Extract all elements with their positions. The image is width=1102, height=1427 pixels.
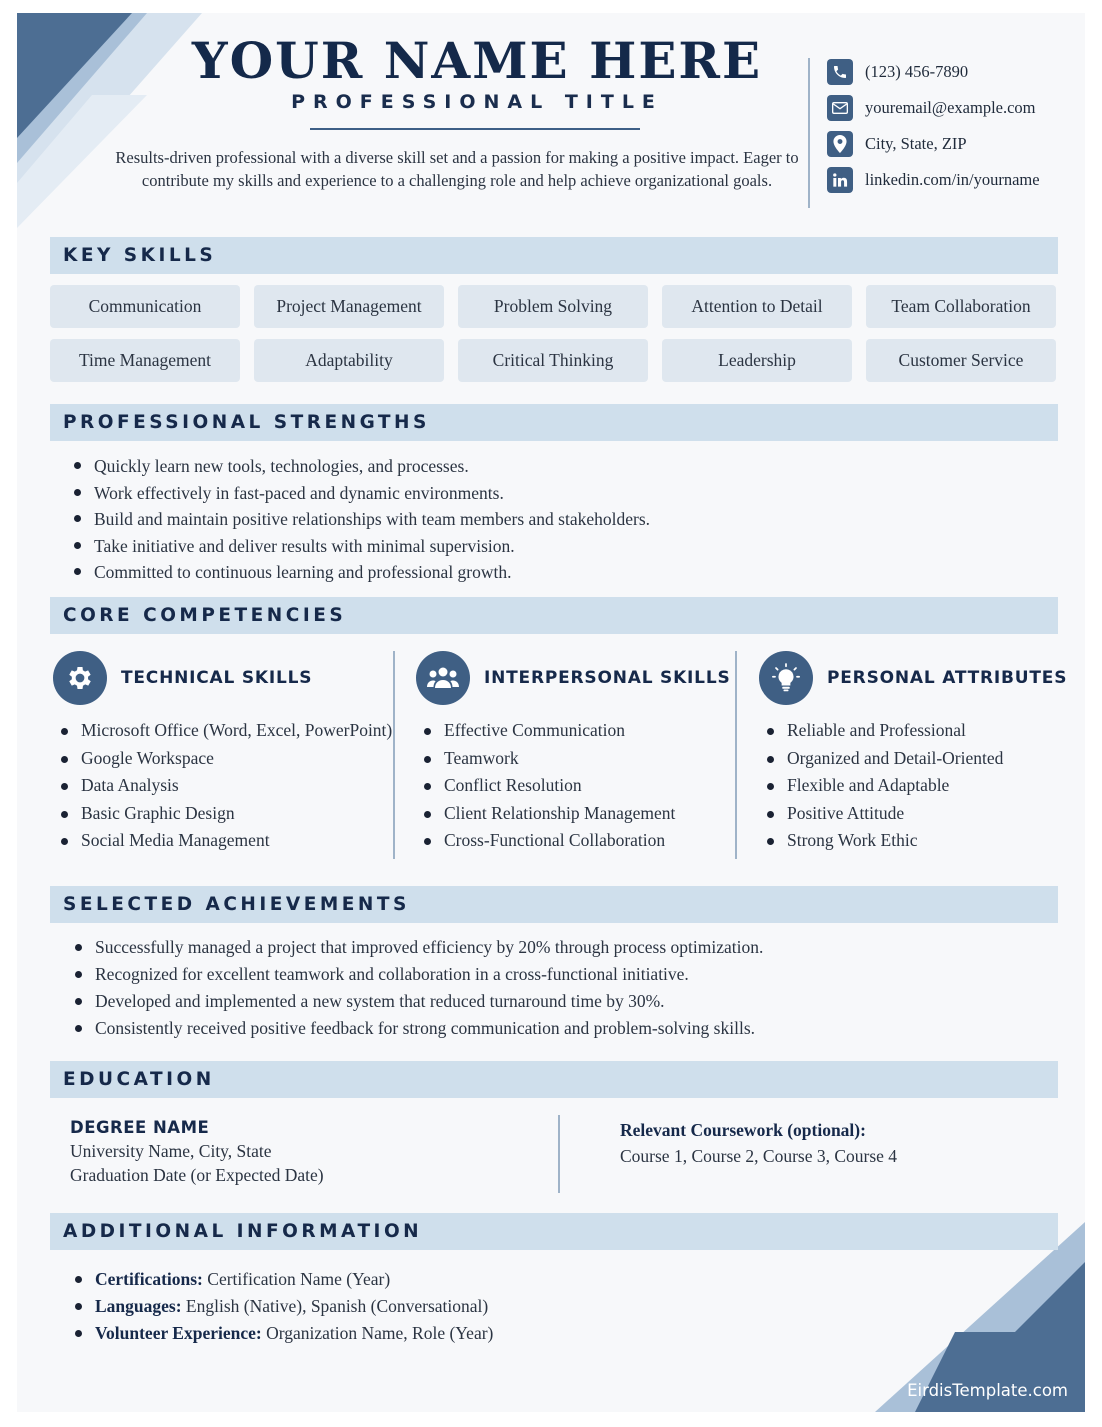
list-item: Basic Graphic Design bbox=[53, 800, 392, 828]
list-item: Strong Work Ethic bbox=[759, 827, 1067, 855]
item-label: Volunteer Experience: bbox=[95, 1323, 262, 1343]
list-item: Effective Communication bbox=[416, 717, 731, 745]
key-skills-heading: KEY SKILLS bbox=[50, 237, 1058, 274]
list-item: Work effectively in fast-paced and dynamic environments. bbox=[70, 480, 650, 507]
envelope-icon bbox=[827, 95, 853, 121]
list-item: Teamwork bbox=[416, 745, 731, 773]
list-item: Cross-Functional Collaboration bbox=[416, 827, 731, 855]
competency-title: INTERPERSONAL SKILLS bbox=[484, 668, 731, 688]
contact-location bbox=[827, 131, 1077, 157]
additional-heading: ADDITIONAL INFORMATION bbox=[50, 1213, 1058, 1250]
item-value: English (Native), Spanish (Conversational) bbox=[185, 1296, 489, 1316]
column-divider bbox=[393, 651, 395, 859]
item-value: Certification Name (Year) bbox=[207, 1269, 391, 1289]
location-text: City, State, ZIP bbox=[865, 134, 967, 153]
contact-phone bbox=[827, 59, 1077, 85]
title-underline bbox=[310, 128, 640, 130]
university-text: University Name, City, State bbox=[70, 1141, 272, 1161]
list-item: Client Relationship Management bbox=[416, 800, 731, 828]
skill-chip: Customer Service bbox=[866, 339, 1056, 382]
list-item: Google Workspace bbox=[53, 745, 392, 773]
list-item bbox=[71, 1293, 493, 1320]
list-item: Take initiative and deliver results with minimal supervision. bbox=[70, 533, 650, 560]
contact-block bbox=[827, 59, 1077, 203]
email-text: youremail@example.com bbox=[865, 98, 1036, 117]
list-item: Data Analysis bbox=[53, 772, 392, 800]
profile-summary: Results-driven professional with a diverse skill set and a passion for making a positive impact. Eager to contribute my skills and experience to a challenging role and help achieve organizational goals. bbox=[115, 148, 799, 190]
phone-icon bbox=[827, 59, 853, 85]
lightbulb-icon bbox=[759, 651, 813, 705]
people-icon bbox=[416, 651, 470, 705]
item-label: Languages: bbox=[95, 1296, 182, 1316]
skill-chip: Communication bbox=[50, 285, 240, 328]
graduation-text: Graduation Date (or Expected Date) bbox=[70, 1165, 324, 1185]
education-divider bbox=[558, 1115, 560, 1193]
list-item bbox=[71, 1320, 493, 1347]
candidate-name: YOUR NAME HERE bbox=[191, 31, 763, 90]
strengths-heading: PROFESSIONAL STRENGTHS bbox=[50, 404, 1058, 441]
list-item: Successfully managed a project that improved efficiency by 20% through process optimization. bbox=[71, 934, 763, 961]
contact-divider bbox=[808, 58, 810, 208]
competency-column-personal bbox=[759, 651, 1067, 855]
list-item: Consistently received positive feedback for strong communication and problem-solving skills. bbox=[71, 1015, 763, 1042]
list-item: Quickly learn new tools, technologies, and processes. bbox=[70, 453, 650, 480]
gear-icon bbox=[53, 651, 107, 705]
competency-title: TECHNICAL SKILLS bbox=[121, 668, 313, 688]
contact-email bbox=[827, 95, 1077, 121]
skill-chip: Project Management bbox=[254, 285, 444, 328]
list-item: Social Media Management bbox=[53, 827, 392, 855]
resume-page bbox=[17, 13, 1085, 1412]
skill-chip: Adaptability bbox=[254, 339, 444, 382]
degree-name: DEGREE NAME bbox=[70, 1118, 210, 1137]
watermark-text: EirdisTemplate.com bbox=[907, 1381, 1068, 1400]
list-item: Developed and implemented a new system that reduced turnaround time by 30%. bbox=[71, 988, 763, 1015]
skill-chip: Team Collaboration bbox=[866, 285, 1056, 328]
contact-linkedin bbox=[827, 167, 1077, 193]
skill-chip: Attention to Detail bbox=[662, 285, 852, 328]
list-item: Microsoft Office (Word, Excel, PowerPoint) bbox=[53, 717, 392, 745]
column-divider bbox=[735, 651, 737, 859]
linkedin-icon bbox=[827, 167, 853, 193]
education-block bbox=[50, 1113, 1058, 1195]
list-item: Committed to continuous learning and professional growth. bbox=[70, 559, 650, 586]
coursework-text: Course 1, Course 2, Course 3, Course 4 bbox=[620, 1146, 898, 1166]
strengths-list bbox=[70, 453, 650, 586]
list-item bbox=[71, 1266, 493, 1293]
competencies-block bbox=[50, 651, 1068, 861]
achievements-heading: SELECTED ACHIEVEMENTS bbox=[50, 886, 1058, 923]
list-item: Conflict Resolution bbox=[416, 772, 731, 800]
competency-column-technical bbox=[53, 651, 392, 855]
list-item: Recognized for excellent teamwork and collaboration in a cross-functional initiative. bbox=[71, 961, 763, 988]
phone-text: (123) 456-7890 bbox=[865, 62, 969, 81]
coursework-title: Relevant Coursework (optional): bbox=[620, 1120, 866, 1140]
competency-column-interpersonal bbox=[416, 651, 731, 855]
key-skills-grid bbox=[50, 285, 1058, 382]
linkedin-text: linkedin.com/in/yourname bbox=[865, 170, 1040, 189]
list-item: Build and maintain positive relationships with team members and stakeholders. bbox=[70, 506, 650, 533]
competencies-heading: CORE COMPETENCIES bbox=[50, 597, 1058, 634]
map-pin-icon bbox=[827, 131, 853, 157]
list-item: Positive Attitude bbox=[759, 800, 1067, 828]
achievements-list bbox=[71, 934, 763, 1042]
item-label: Certifications: bbox=[95, 1269, 203, 1289]
list-item: Flexible and Adaptable bbox=[759, 772, 1067, 800]
list-item: Organized and Detail-Oriented bbox=[759, 745, 1067, 773]
additional-list bbox=[71, 1266, 493, 1347]
skill-chip: Leadership bbox=[662, 339, 852, 382]
professional-title: PROFESSIONAL TITLE bbox=[291, 91, 663, 113]
competency-title: PERSONAL ATTRIBUTES bbox=[827, 668, 1068, 688]
skill-chip: Critical Thinking bbox=[458, 339, 648, 382]
skill-chip: Problem Solving bbox=[458, 285, 648, 328]
skill-chip: Time Management bbox=[50, 339, 240, 382]
education-heading: EDUCATION bbox=[50, 1061, 1058, 1098]
item-value: Organization Name, Role (Year) bbox=[266, 1323, 494, 1343]
list-item: Reliable and Professional bbox=[759, 717, 1067, 745]
